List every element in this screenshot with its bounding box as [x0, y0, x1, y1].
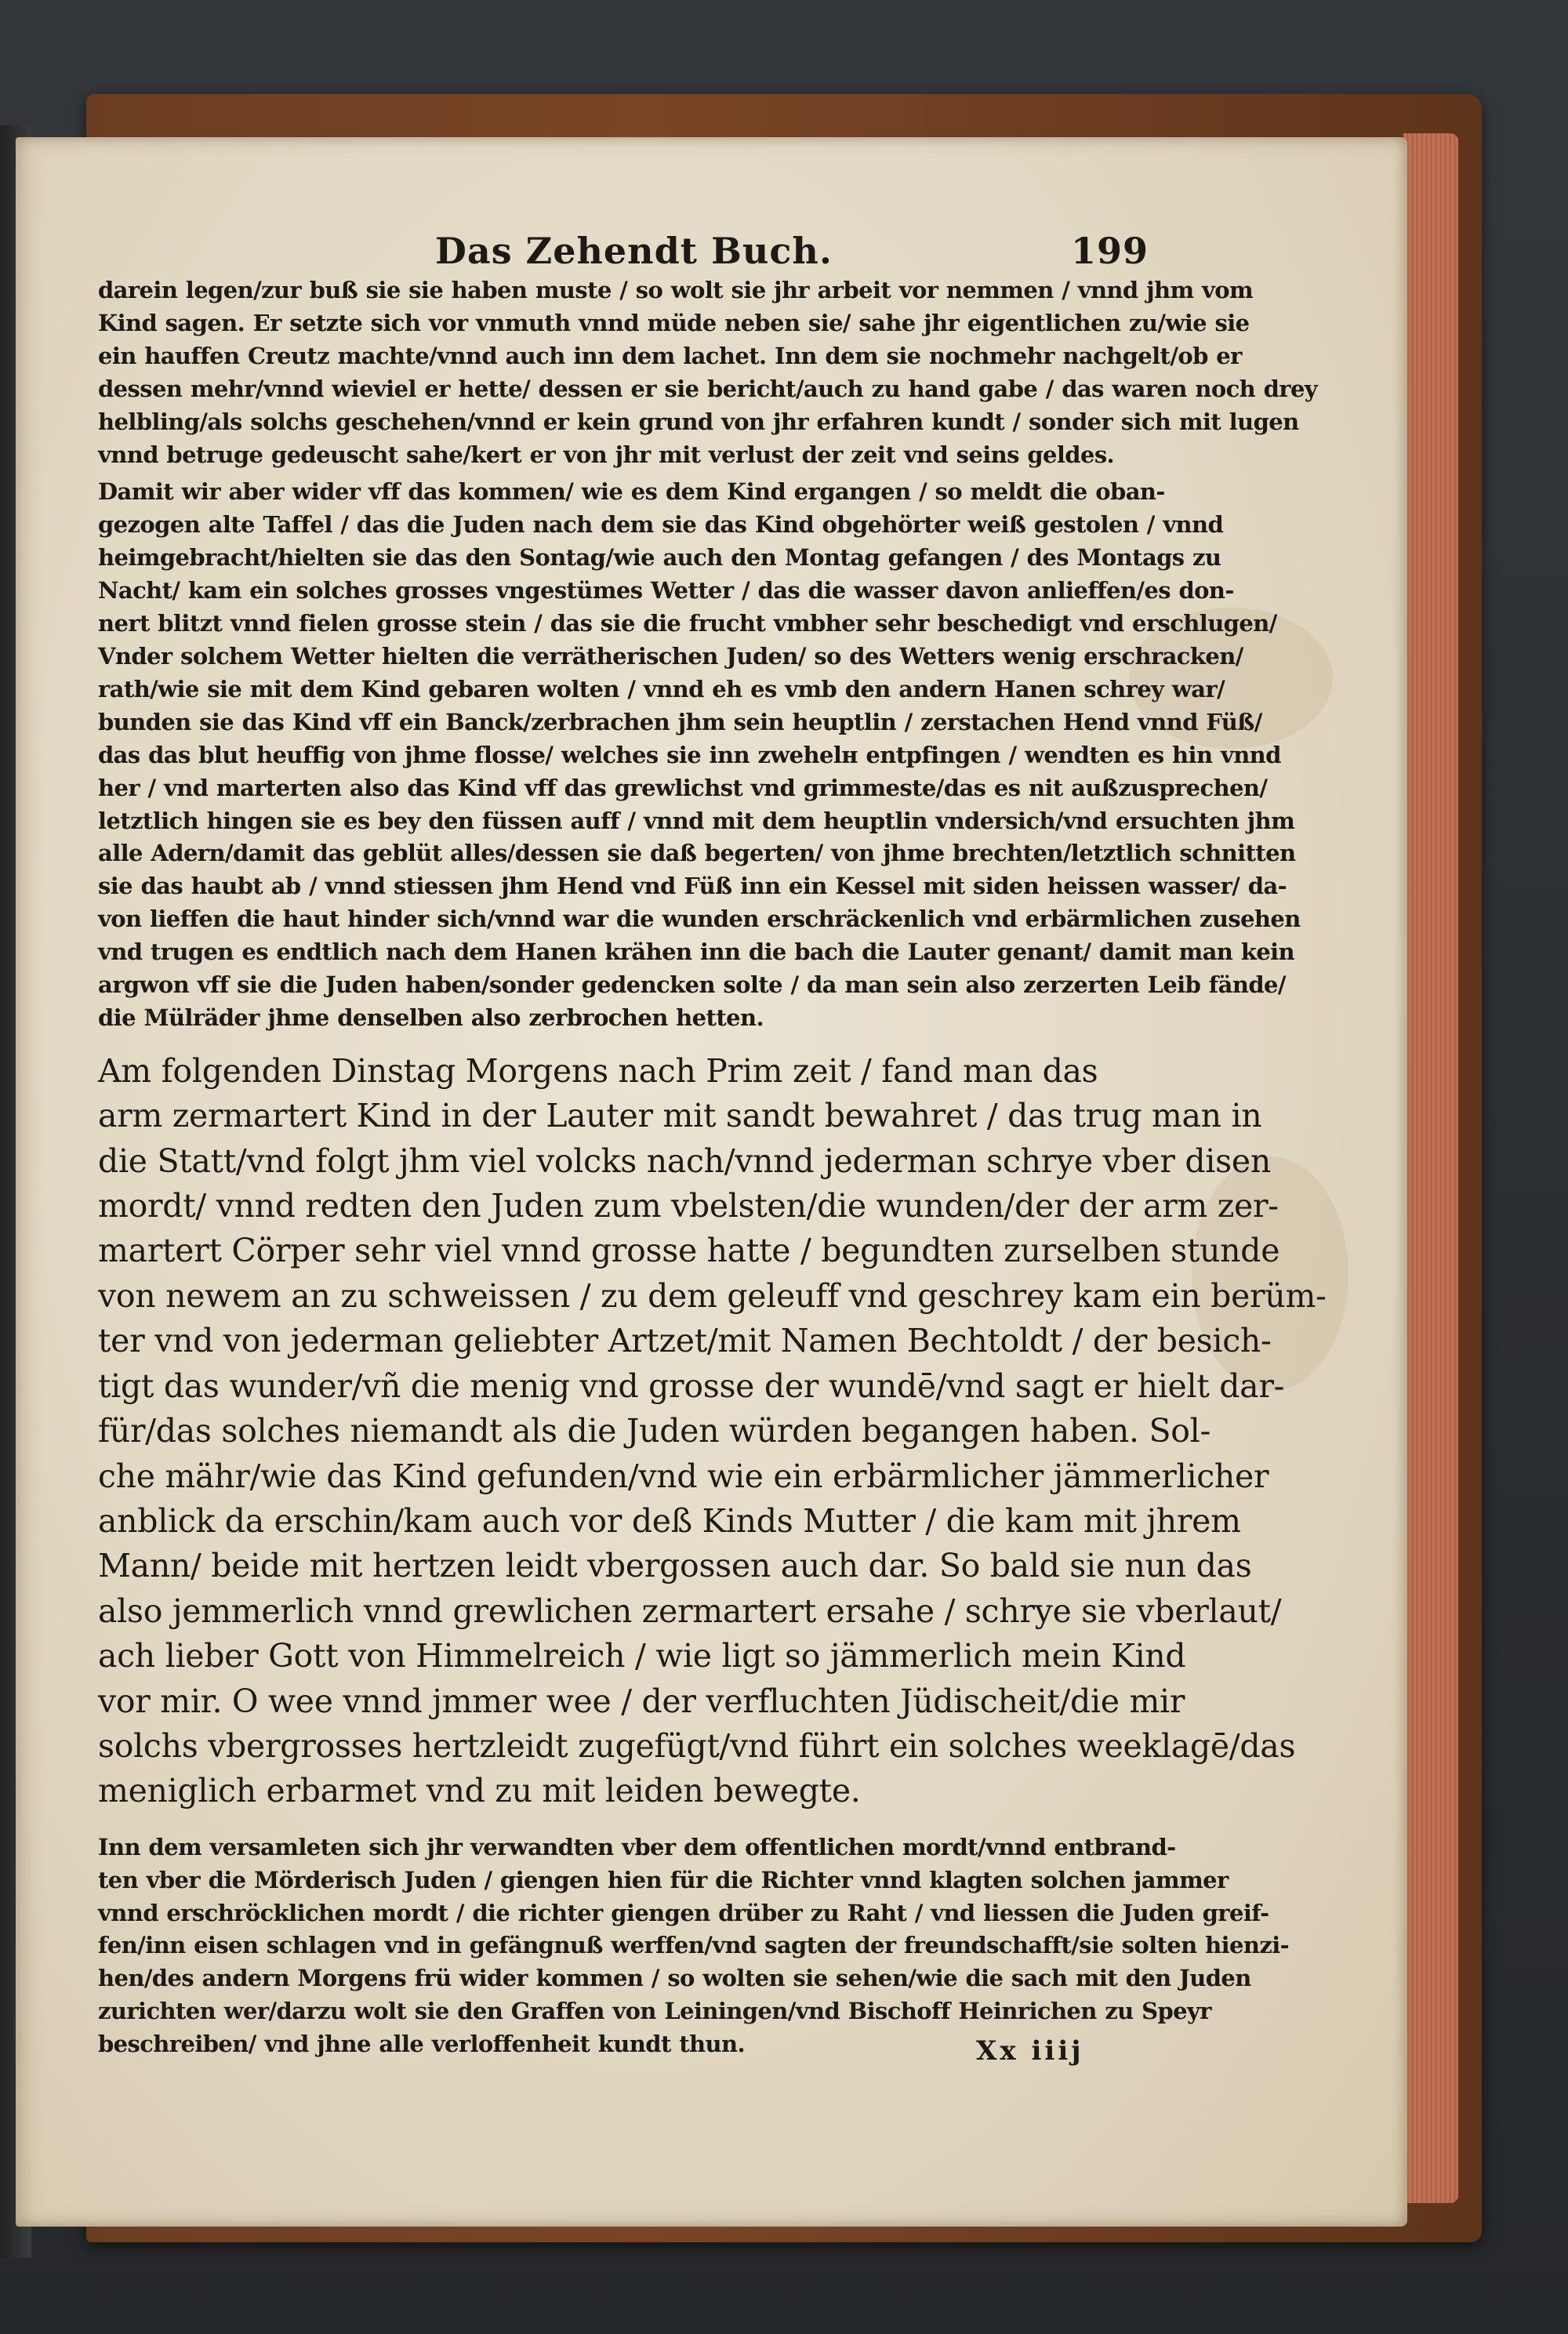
text-line: also jemmerlich vnnd grewlichen zermartert ersahe / schrye sie vberlaut/ — [98, 1592, 1282, 1630]
text-line: Nacht/ kam ein solches grosses vngestümes Wetter / das die wasser davon anlieffen/es don- — [98, 577, 1234, 604]
text-line: für/das solches niemandt als die Juden würden begangen haben. Sol- — [98, 1412, 1211, 1450]
text-line: ter vnd von jederman geliebter Artzet/mit Namen Bechtoldt / der besich- — [98, 1322, 1272, 1360]
text-line: arm zermartert Kind in der Lauter mit sandt bewahret / das trug man in — [98, 1097, 1262, 1135]
paragraph-3-large — [98, 1049, 1327, 1814]
text-line: mordt/ vnnd redten den Juden zum vbelsten/die wunden/der der arm zer- — [98, 1187, 1279, 1225]
text-line: fen/inn eisen schlagen vnd in gefängnuß werffen/vnd sagten der freundschafft/sie solten hienzi- — [98, 1932, 1290, 1959]
signature-mark: Xx iiij — [976, 2035, 1084, 2067]
text-line: beschreiben/ vnd jhne alle verloffenheit kundt thun. — [98, 2031, 745, 2058]
text-line: von lieffen die haut hinder sich/vnnd war die wunden erschräckenlich vnd erbärmlichen zusehen — [98, 906, 1301, 933]
paragraph-2 — [98, 476, 1301, 1034]
text-line: Inn dem versamleten sich jhr verwandten vber dem offentlichen mordt/vnnd entbrand- — [98, 1833, 1176, 1860]
page-number: 199 — [1070, 230, 1149, 272]
text-line: Kind sagen. Er setzte sich vor vnmuth vnnd müde neben sie/ sahe jhr eigentlichen zu/wie sie — [98, 309, 1250, 336]
text-line: Mann/ beide mit hertzen leidt vbergossen auch dar. So bald sie nun das — [98, 1547, 1252, 1585]
text-line: rath/wie sie mit dem Kind gebaren wolten / vnnd eh es vmb den andern Hanen schrey war/ — [98, 675, 1225, 702]
text-line: vnd trugen es endtlich nach dem Hanen krähen inn die bach die Lauter genant/ damit man kein — [98, 938, 1295, 966]
text-line: bunden sie das Kind vff ein Banck/zerbrachen jhm sein heuptlin / zerstachen Hend vnnd Füß/ — [98, 708, 1262, 735]
text-line: Am folgenden Dinstag Morgens nach Prim zeit / fand man das — [98, 1051, 1098, 1090]
text-line: Vnder solchem Wetter hielten die verrätherischen Juden/ so des Wetters wenig erschracken/ — [98, 642, 1243, 670]
text-line: vnnd erschröcklichen mordt / die richter giengen drüber zu Raht / vnd liessen die Juden greif- — [98, 1899, 1269, 1926]
book-title: Das Zehendt Buch. — [435, 230, 833, 272]
text-line: her / vnd marterten also das Kind vff das grewlichst vnd grimmeste/das es nit außzusprechen/ — [98, 774, 1268, 801]
running-header — [98, 227, 1164, 274]
text-line: martert Cörper sehr viel vnnd grosse hatte / begundten zurselben stunde — [98, 1232, 1280, 1270]
paragraph-4 — [98, 1831, 1290, 2061]
text-line: dessen mehr/vnnd wieviel er hette/ dessen er sie bericht/auch zu hand gabe / das waren noch drey — [98, 375, 1318, 402]
text-line: vnnd betruge gedeuscht sahe/kert er von jhr mit verlust der zeit vnd seins geldes. — [98, 441, 1115, 468]
text-line: anblick da erschin/kam auch vor deß Kinds Mutter / die kam mit jhrem — [98, 1501, 1241, 1540]
text-line: sie das haubt ab / vnnd stiessen jhm Hend vnd Füß inn ein Kessel mit siden heissen wasser/ da- — [98, 873, 1287, 900]
text-line: ein hauffen Creutz machte/vnnd auch inn dem lachet. Inn dem sie nochmehr nachgelt/ob er — [98, 342, 1242, 369]
text-line: heimgebracht/hielten sie das den Sontag/wie auch den Montag gefangen / des Montags zu — [98, 544, 1221, 572]
paragraph-1 — [98, 274, 1318, 471]
text-line: letztlich hingen sie es bey den füssen auff / vnnd mit dem heuptlin vndersich/vnd ersuchten jhm — [98, 807, 1295, 834]
text-line: meniglich erbarmet vnd zu mit leiden bewegte. — [98, 1772, 861, 1810]
page-edges — [1403, 133, 1458, 2203]
text-line: ach lieber Gott von Himmelreich / wie ligt so jämmerlich mein Kind — [98, 1637, 1186, 1675]
text-line: tigt das wunder/vñ die menig vnd grosse der wundē/vnd sagt er hielt dar- — [98, 1367, 1285, 1405]
text-line: von newem an zu schweissen / zu dem geleuff vnd geschrey kam ein berüm- — [98, 1276, 1327, 1315]
text-line: vor mir. O wee vnnd jmmer wee / der verfluchten Jüdischeit/die mir — [98, 1682, 1185, 1720]
text-line: helbling/als solchs geschehen/vnnd er kein grund von jhr erfahren kundt / sonder sich mit lugen — [98, 408, 1299, 435]
text-line: ten vber die Mörderisch Juden / giengen hien für die Richter vnnd klagten solchen jammer — [98, 1866, 1229, 1893]
text-line: darein legen/zur buß sie sie haben muste / so wolt sie jhr arbeit vor nemmen / vnnd jhm vom — [98, 277, 1254, 303]
text-line: die Statt/vnd folgt jhm viel volcks nach/vnnd jederman schrye vber disen — [98, 1142, 1271, 1180]
text-line: gezogen alte Taffel / das die Juden nach dem sie das Kind obgehörter weiß gestolen / vnnd — [98, 511, 1224, 539]
text-line: che mähr/wie das Kind gefunden/vnd wie ein erbärmlicher jämmerlicher — [98, 1457, 1269, 1495]
page-text — [98, 227, 1327, 2061]
text-line: hen/des andern Morgens frü wider kommen / so wolten sie sehen/wie die sach mit den Juden — [98, 1965, 1251, 1992]
text-line: die Mülräder jhme denselben also zerbrochen hetten. — [98, 1004, 764, 1031]
text-line: argwon vff sie die Juden haben/sonder gedencken solte / da man sein also zerzerten Leib fände/ — [98, 971, 1286, 999]
text-line: Damit wir aber wider vff das kommen/ wie es dem Kind ergangen / so meldt die oban- — [98, 478, 1165, 506]
text-line: zurichten wer/darzu wolt sie den Graffen von Leiningen/vnd Bischoff Heinrichen zu Speyr — [98, 1998, 1211, 2025]
text-line: nert blitzt vnnd fielen grosse stein / das sie die frucht vmbher sehr beschedigt vnd erschlugen/ — [98, 610, 1277, 637]
text-line: alle Adern/damit das geblüt alles/dessen sie daß begerten/ von jhme brechten/letztlich schnitten — [98, 840, 1296, 867]
text-line: solchs vbergrosses hertzleidt zugefügt/vnd führt ein solches weeklagē/das — [98, 1726, 1296, 1765]
text-line: das das blut heuffig von jhme flosse/ welches sie inn zwehelн entpfingen / wendten es hin vnnd — [98, 741, 1281, 768]
